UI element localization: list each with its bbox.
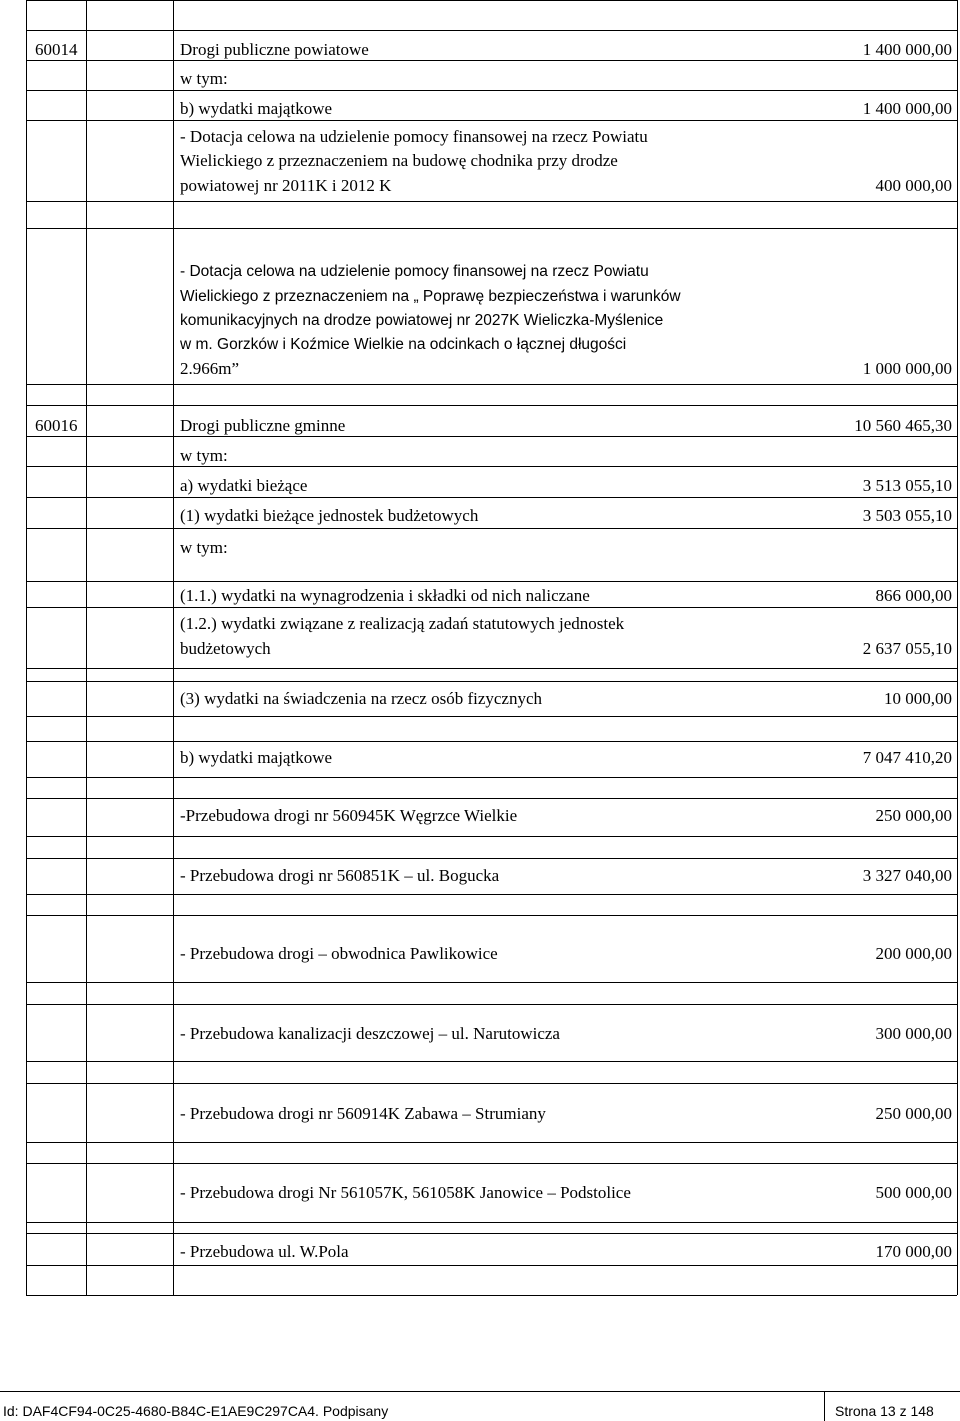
row-description: - Przebudowa drogi Nr 561057K, 561058K Janowice – Podstolice xyxy=(180,1183,631,1202)
row-rule xyxy=(26,201,957,202)
row-amount: 866 000,00 xyxy=(875,586,952,605)
row-description: w tym: xyxy=(180,446,228,465)
row-description: powiatowej nr 2011K i 2012 K xyxy=(180,176,392,195)
row-rule xyxy=(26,1295,957,1296)
row-description: (1.2.) wydatki związane z realizacją zadań statutowych jednostek xyxy=(180,614,625,633)
row-rule xyxy=(26,384,957,385)
column-rule xyxy=(957,0,958,1295)
row-description: (1.1.) wydatki na wynagrodzenia i składki od nich naliczane xyxy=(180,586,590,605)
row-amount: 3 513 055,10 xyxy=(862,476,952,495)
row-description: (1) wydatki bieżące jednostek budżetowych xyxy=(180,506,479,525)
column-rule xyxy=(173,0,174,1295)
row-amount: 1 000 000,00 xyxy=(862,359,952,378)
row-rule xyxy=(26,90,957,91)
section-code: 60016 xyxy=(35,416,78,435)
row-rule xyxy=(26,120,957,121)
row-amount: 10 560 465,30 xyxy=(854,416,952,435)
section-code: 60014 xyxy=(35,40,78,59)
row-rule xyxy=(26,668,957,669)
row-rule xyxy=(26,777,957,778)
row-rule xyxy=(26,982,957,983)
row-description: - Dotacja celowa na udzielenie pomocy finansowej na rzecz Powiatu xyxy=(180,127,648,146)
footer-divider xyxy=(824,1391,825,1421)
row-rule xyxy=(26,1083,957,1084)
row-rule xyxy=(26,1061,957,1062)
row-rule xyxy=(26,1163,957,1164)
column-rule xyxy=(86,0,87,1295)
row-rule xyxy=(26,30,957,31)
row-amount: 200 000,00 xyxy=(875,944,952,963)
row-description: - Przebudowa kanalizacji deszczowej – ul. Narutowicza xyxy=(180,1024,560,1043)
row-description: komunikacyjnych na drodze powiatowej nr 2027K Wieliczka-Myślenice xyxy=(180,312,664,329)
row-rule xyxy=(26,228,957,229)
row-description: w m. Gorzków i Koźmice Wielkie na odcinkach o łącznej długości xyxy=(180,336,627,353)
row-rule xyxy=(26,405,957,406)
row-description: Wielickiego z przeznaczeniem na „ Poprawę bezpieczeństwa i warunków xyxy=(180,288,681,305)
row-description: 2.966m” xyxy=(180,359,240,378)
row-rule xyxy=(26,528,957,529)
row-description: (3) wydatki na świadczenia na rzecz osób fizycznych xyxy=(180,689,543,708)
row-description: w tym: xyxy=(180,69,228,88)
row-amount: 500 000,00 xyxy=(875,1183,952,1202)
row-amount: 10 000,00 xyxy=(884,689,952,708)
row-description: - Przebudowa drogi nr 560851K – ul. Bogucka xyxy=(180,866,500,885)
row-description: a) wydatki bieżące xyxy=(180,476,308,495)
row-description: - Przebudowa drogi – obwodnica Pawlikowice xyxy=(180,944,498,963)
row-amount: 300 000,00 xyxy=(875,1024,952,1043)
row-description: - Dotacja celowa na udzielenie pomocy finansowej na rzecz Powiatu xyxy=(180,263,649,280)
row-rule xyxy=(26,915,957,916)
row-amount: 1 400 000,00 xyxy=(862,99,952,118)
row-description: Drogi publiczne powiatowe xyxy=(180,40,369,59)
row-rule xyxy=(26,1265,957,1266)
row-rule xyxy=(26,1222,957,1223)
row-rule xyxy=(26,0,957,1)
row-rule xyxy=(26,1004,957,1005)
row-amount: 250 000,00 xyxy=(875,1104,952,1123)
row-rule xyxy=(26,581,957,582)
row-rule xyxy=(26,1233,957,1234)
row-amount: 170 000,00 xyxy=(875,1242,952,1261)
row-amount: 400 000,00 xyxy=(875,176,952,195)
row-description: Drogi publiczne gminne xyxy=(180,416,346,435)
row-description: b) wydatki majątkowe xyxy=(180,748,333,767)
row-rule xyxy=(26,1142,957,1143)
row-rule xyxy=(26,497,957,498)
row-description: Wielickiego z przeznaczeniem na budowę chodnika przy drodze xyxy=(180,151,618,170)
row-rule xyxy=(26,607,957,608)
row-rule xyxy=(26,466,957,467)
row-rule xyxy=(26,60,957,61)
row-rule xyxy=(26,741,957,742)
row-amount: 7 047 410,20 xyxy=(862,748,952,767)
page-number: Strona 13 z 148 xyxy=(835,1403,934,1419)
row-description: budżetowych xyxy=(180,639,271,658)
row-description: b) wydatki majątkowe xyxy=(180,99,333,118)
footer-rule xyxy=(0,1391,960,1392)
document-id: Id: DAF4CF94-0C25-4680-B84C-E1AE9C297CA4. Podpisany xyxy=(3,1403,389,1419)
column-rule xyxy=(26,0,27,1295)
row-rule xyxy=(26,858,957,859)
row-rule xyxy=(26,894,957,895)
row-rule xyxy=(26,436,957,437)
row-rule xyxy=(26,716,957,717)
row-description: - Przebudowa ul. W.Pola xyxy=(180,1242,349,1261)
row-rule xyxy=(26,798,957,799)
row-amount: 1 400 000,00 xyxy=(862,40,952,59)
row-amount: 2 637 055,10 xyxy=(862,639,952,658)
row-amount: 3 327 040,00 xyxy=(862,866,952,885)
row-rule xyxy=(26,836,957,837)
row-amount: 250 000,00 xyxy=(875,806,952,825)
row-description: -Przebudowa drogi nr 560945K Węgrzce Wielkie xyxy=(180,806,518,825)
row-rule xyxy=(26,681,957,682)
row-amount: 3 503 055,10 xyxy=(862,506,952,525)
row-description: - Przebudowa drogi nr 560914K Zabawa – Strumiany xyxy=(180,1104,546,1123)
row-description: w tym: xyxy=(180,538,228,557)
